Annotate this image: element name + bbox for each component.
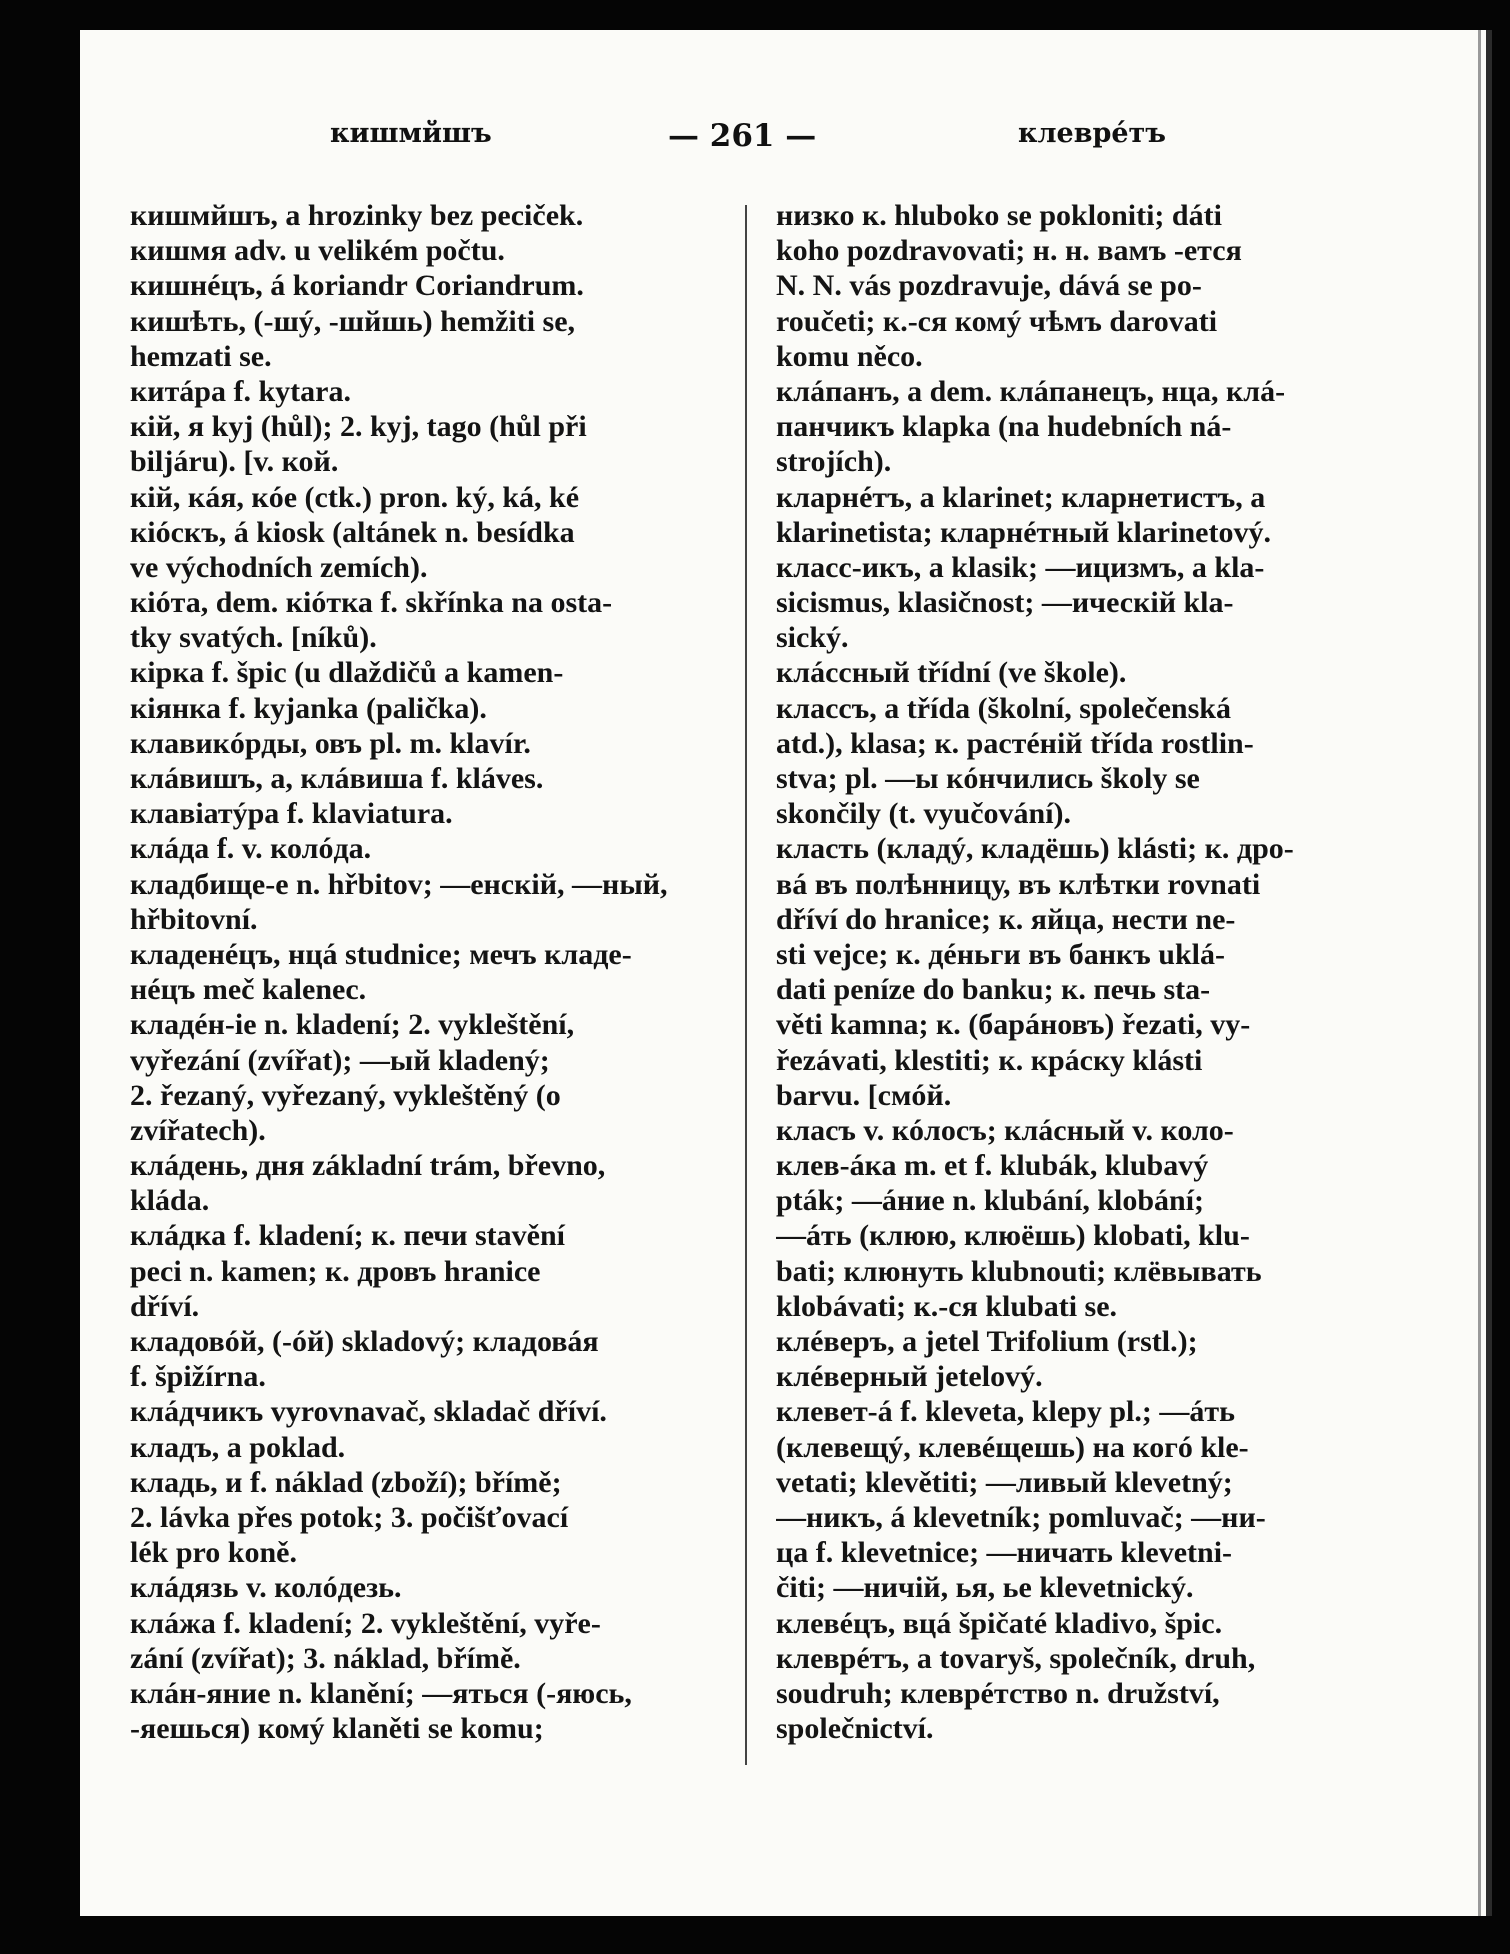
dictionary-line: клáн-яние n. klanění; —яться (-яюсь, — [130, 1676, 632, 1710]
dictionary-line: N. N. vás pozdravuje, dává se po- — [776, 269, 1202, 303]
dictionary-line: komu něco. — [776, 339, 923, 373]
dictionary-line: koho pozdravovati; н. н. вамъ -ется — [776, 234, 1242, 268]
dictionary-line: кiй, кáя, кóе (ctk.) pron. ký, ká, ké — [130, 480, 580, 514]
dictionary-line: hemzati se. — [130, 339, 272, 373]
dictionary-line: (клевещý, клевéщешь) на когó kle- — [776, 1430, 1249, 1464]
dictionary-line: 2. lávka přes potok; 3. počišťovací — [130, 1500, 569, 1534]
dictionary-line: strojích). — [776, 445, 892, 479]
dictionary-line: vyřezání (zvířat); —ый kladený; — [130, 1043, 550, 1077]
dictionary-line: клáдень, дня základní trám, břevno, — [130, 1149, 606, 1183]
dictionary-line: нéцъ meč kalenec. — [130, 973, 367, 1007]
dictionary-line: kláda. — [130, 1184, 210, 1218]
dictionary-line: f. špižírna. — [130, 1360, 266, 1394]
dictionary-line: sicismus, klasičnost; —ическiй kla- — [776, 586, 1234, 620]
guide-word-left: кишмйшъ — [330, 118, 492, 149]
dictionary-line: кладбище-е n. hřbitov; —енскiй, —ный, — [130, 867, 668, 901]
dictionary-line: společnictví. — [776, 1712, 934, 1746]
dictionary-line: peci n. kamen; к. дровъ hranice — [130, 1254, 541, 1288]
dictionary-line: клáпанъ, а dem. клáпанецъ, нца, клá- — [776, 374, 1286, 408]
dictionary-line: кiянка f. kyjanka (palička). — [130, 691, 487, 725]
dictionary-line: класс-икъ, а klasik; —ицизмъ, а kla- — [776, 550, 1265, 584]
dictionary-line: клевéцъ, вцá špičaté kladivo, špic. — [776, 1606, 1223, 1640]
dictionary-line: čiti; —ничiй, ья, ье klevetnický. — [776, 1571, 1194, 1605]
dictionary-line: ve východních zemích). — [130, 550, 428, 584]
scan-margin-left — [0, 0, 80, 1954]
dictionary-line: soudruh; клеврéтство n. družství, — [776, 1676, 1220, 1710]
dictionary-line: tky svatých. [níků). — [130, 621, 377, 655]
dictionary-line: dati peníze do banku; к. печь sta- — [776, 973, 1211, 1007]
right-column — [776, 198, 1388, 1746]
dictionary-line: клáжа f. kladení; 2. vykleštění, vyře- — [130, 1606, 601, 1640]
page-number: — 261 — — [668, 118, 817, 154]
dictionary-line: bati; клюнуть klubnouti; клёвывать — [776, 1254, 1262, 1288]
dictionary-line: atd.), klasa; к. растéнiй třída rostlin- — [776, 726, 1254, 760]
dictionary-line: низко к. hluboko se pokloniti; dáti — [776, 199, 1222, 232]
dictionary-line: кладéн-ie n. kladení; 2. vykleštění, — [130, 1008, 575, 1042]
dictionary-line: кишнéцъ, á koriandr Coriandrum. — [130, 269, 584, 303]
dictionary-line: кiй, я kyj (hůl); 2. kyj, tago (hůl při — [130, 410, 587, 444]
dictionary-line: pták; —áние n. klubání, klobání; — [776, 1184, 1205, 1218]
dictionary-line: клéверный jetelový. — [776, 1360, 1043, 1394]
dictionary-line: кладенéцъ, нцá studnice; мечъ кладе- — [130, 937, 632, 971]
dictionary-line: вá въ полѣнницу, въ клѣтки rovnati — [776, 867, 1261, 901]
guide-word-right: клеврéтъ — [1018, 118, 1166, 149]
dictionary-line: klobávati; к.-ся klubati se. — [776, 1289, 1118, 1323]
dictionary-line: классъ, а třída (školní, společenská — [776, 691, 1231, 725]
page-edge-light — [1478, 30, 1481, 1916]
dictionary-line: кладь, и f. náklad (zboží); břímě; — [130, 1465, 562, 1499]
dictionary-line: -яешься) комý klaněti se komu; — [130, 1712, 544, 1746]
dictionary-line: клавiатýра f. klaviatura. — [130, 797, 453, 831]
dictionary-line: клáдка f. kladení; к. печи stavění — [130, 1219, 565, 1253]
dictionary-line: sti vejce; к. дéньги въ банкъ uklá- — [776, 937, 1225, 971]
page-edge — [1486, 30, 1492, 1916]
dictionary-line: класъ v. кóлосъ; клáсный v. коло- — [776, 1113, 1234, 1147]
dictionary-line: клáвишъ, а, клáвиша f. kláves. — [130, 762, 544, 795]
dictionary-line: vetati; klevětiti; —ливый klevetný; — [776, 1465, 1233, 1499]
dictionary-line: dříví do hranice; к. яйца, нести ne- — [776, 902, 1236, 936]
dictionary-line: biljáru). [v. кой. — [130, 445, 339, 479]
dictionary-line: клéверъ, а jetel Trifolium (rstl.); — [776, 1325, 1198, 1358]
dictionary-line: китáра f. kytara. — [130, 374, 351, 408]
dictionary-line: —áть (клюю, клюёшь) klobati, klu- — [776, 1219, 1250, 1253]
dictionary-line: клáдязь v. колóдезь. — [130, 1571, 402, 1605]
dictionary-line: barvu. [смóй. — [776, 1078, 952, 1112]
dictionary-line: skončily (t. vyučování). — [776, 797, 1072, 831]
dictionary-line: кладовóй, (-óй) skladový; кладовáя — [130, 1325, 599, 1358]
dictionary-line: klarinetista; кларнéтный klarinetový. — [776, 515, 1271, 549]
dictionary-line: lék pro koně. — [130, 1536, 297, 1570]
dictionary-line: ца f. klevetnice; —ничать klevetni- — [776, 1536, 1233, 1570]
dictionary-line: кларнéтъ, а klarinet; кларнетистъ, а — [776, 480, 1266, 514]
dictionary-line: клáссный třídní (ve škole). — [776, 656, 1127, 690]
dictionary-line: roučeti; к.-ся комý чѣмъ darovati — [776, 304, 1218, 338]
dictionary-line: клеврéтъ, а tovaryš, společník, druh, — [776, 1641, 1256, 1675]
dictionary-line: клáда f. v. колóда. — [130, 832, 372, 866]
dictionary-line: кióскъ, á kiosk (altánek n. besídka — [130, 515, 575, 549]
dictionary-line: sický. — [776, 621, 849, 655]
dictionary-line: клев-áка m. et f. klubák, klubavý — [776, 1149, 1209, 1183]
dictionary-line: кишмя adv. u velikém počtu. — [130, 234, 505, 268]
dictionary-line: dříví. — [130, 1289, 200, 1323]
dictionary-line: věti kamna; к. (барáновъ) řezati, vy- — [776, 1008, 1251, 1042]
dictionary-line: řezávati, klestiti; к. крáску klásti — [776, 1043, 1203, 1077]
dictionary-line: клáдчикъ vyrovnavač, skladač dříví. — [130, 1395, 607, 1429]
dictionary-line: кióта, dem. кióтка f. skřínka na osta- — [130, 586, 613, 620]
dictionary-line: zání (zvířat); 3. náklad, břímě. — [130, 1641, 521, 1675]
left-column — [130, 198, 730, 1746]
dictionary-line: клавикóрды, овъ pl. m. klavír. — [130, 726, 531, 760]
dictionary-line: zvířatech). — [130, 1113, 266, 1147]
dictionary-line: панчикъ klapka (na hudebních ná- — [776, 410, 1232, 444]
dictionary-line: 2. řezaný, vyřezaný, vykleštěný (o — [130, 1078, 561, 1112]
dictionary-line: кишмйшъ, а hrozinky bez peciček. — [130, 199, 584, 232]
dictionary-line: —никъ, á klevetník; pomluvač; —ни- — [776, 1500, 1266, 1534]
dictionary-line: hřbitovní. — [130, 902, 258, 936]
dictionary-line: клевет-á f. kleveta, klepy pl.; —áть — [776, 1395, 1235, 1429]
dictionary-line: класть (кладý, кладёшь) klásti; к. дро- — [776, 832, 1294, 866]
dictionary-line: stva; pl. —ы кóнчились školy se — [776, 762, 1200, 795]
column-divider — [745, 205, 747, 1765]
dictionary-line: кишѣть, (-шý, -шйшь) hemžiti se, — [130, 304, 576, 338]
dictionary-line: кiрка f. špic (u dlaždičů a kamen- — [130, 656, 564, 690]
dictionary-line: кладъ, а poklad. — [130, 1430, 346, 1464]
